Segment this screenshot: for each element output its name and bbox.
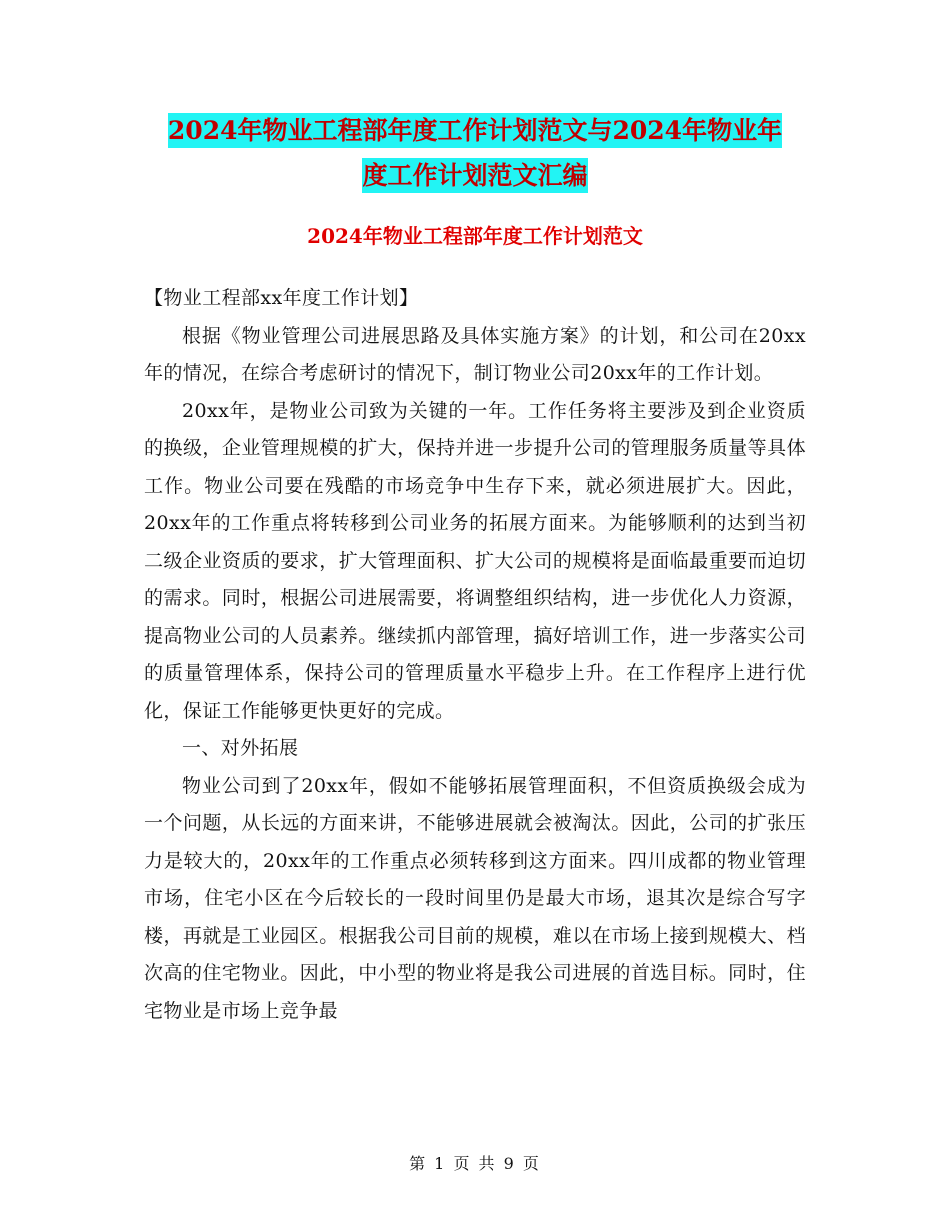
paragraph-intro: 根据《物业管理公司进展思路及具体实施方案》的计划，和公司在20xx年的情况，在综合考虑研讨的情况下，制订物业公司20xx年的工作计划。 <box>144 324 806 384</box>
title-line-1: 2024年物业工程部年度工作计划范文与2024年物业年 <box>168 113 782 148</box>
paragraph-overview: 20xx年，是物业公司致为关键的一年。工作任务将主要涉及到企业资质的换级，企业管理规模的扩大，保持并进一步提升公司的管理服务质量等具体工作。物业公司要在残酷的市场竞争中生存下来，就必须进展扩大。因此，20xx年的工作重点将转移到公司业务的拓展方面来。为能够顺利的达到当初二级企业资质的要求，扩大管理面积、扩大公司的规模将是面临最重要而迫切的需求。同时，根据公司进展需要，将调整组织结构，进一步优化人力资源，提高物业公司的人员素养。继续抓内部管理，搞好培训工作，进一步落实公司的质量管理体系，保持公司的管理质量水平稳步上升。在工作程序上进行优化，保证工作能够更快更好的完成。 <box>144 399 806 722</box>
document-title <box>140 108 810 198</box>
title-line-2: 度工作计划范文汇编 <box>362 158 587 193</box>
subsection-heading: 【物业工程部xx年度工作计划】 <box>144 287 419 309</box>
page-footer: 第 1 页 共 9 页 <box>409 1154 541 1173</box>
section-title: 2024年物业工程部年度工作计划范文 <box>307 224 643 248</box>
document-body <box>144 280 806 1030</box>
paragraph-expansion: 物业公司到了20xx年，假如不能够拓展管理面积，不但资质换级会成为一个问题，从长远的方面来讲，不能够进展就会被淘汰。因此，公司的扩张压力是较大的，20xx年的工作重点必须转移到这方面来。四川成都的物业管理市场，住宅小区在今后较长的一段时间里仍是最大市场，退其次是综合写字楼，再就是工业园区。根据我公司目前的规模，难以在市场上接到规模大、档次高的住宅物业。因此，中小型的物业将是我公司进展的首选目标。同时，住宅物业是市场上竞争最 <box>144 774 806 1022</box>
heading-external-expansion: 一、对外拓展 <box>182 737 299 759</box>
